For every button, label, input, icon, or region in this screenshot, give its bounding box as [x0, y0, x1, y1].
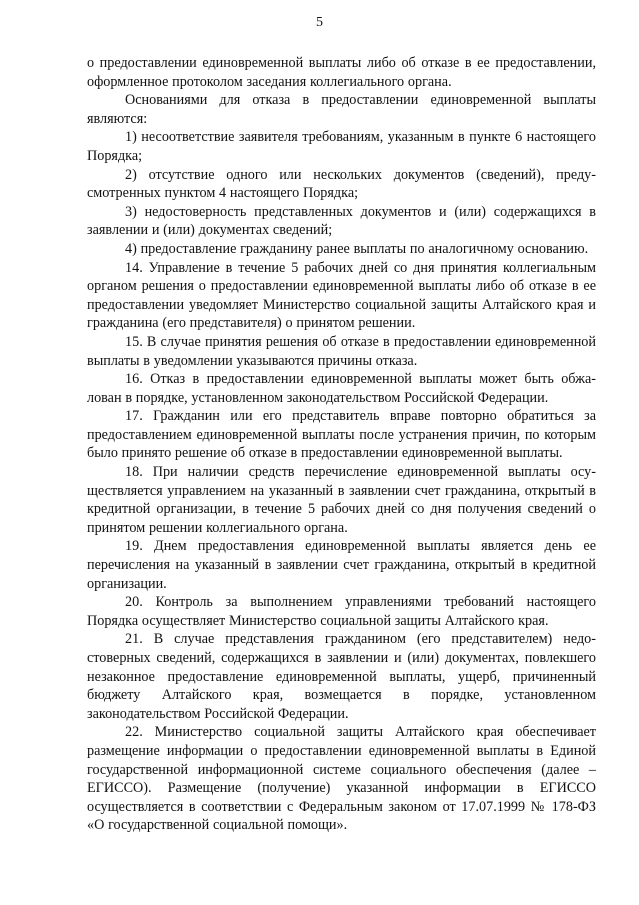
paragraph-clause-15: 15. В случае принятия решения об отказе в предоставлении единовременной выплаты в уведомлении указываются причины отказа. — [87, 333, 596, 369]
paragraph-decision-continuation: о предоставлении единовременной выплаты либо об отказе в ее предоставлении, оформленное протоколом заседания коллегиального органа. — [87, 55, 596, 90]
paragraph-clause-20: 20. Контроль за выполнением управлениями требований настоящего Порядка осуществляет Министерство социальной защиты Алтайского края. — [87, 594, 596, 629]
page-number: 5 — [316, 15, 323, 30]
paragraph-refusal-ground-2: 2) отсутствие одного или нескольких документов (сведений), предусмотренных пунктом 4 настоящего Порядка; — [87, 166, 596, 202]
paragraph-clause-21: 21. В случае представления гражданином (его представителем) недостоверных сведений, содержащихся в заявлении и (или) документах, повлекшего незаконное предоставление единовременной выплаты, ущерб, причиненный бюджету Алтайского края, возмещается в порядке, установленном законодательством Российской Федерации. — [87, 631, 596, 722]
paragraph-clause-22: 22. Министерство социальной защиты Алтайского края обеспечивает размещение информации о предоставлении единовременной выплаты в Единой государственной информационной системе социального обеспечения (далее – ЕГИССО). Размещение (получение) указанной информации в ЕГИССО осуществляется в соответствии с Федеральным законом от 17.07.1999 № 178-ФЗ «О государственной социальной помощи». — [87, 724, 596, 834]
paragraph-refusal-ground-1: 1) несоответствие заявителя требованиям, указанным в пункте 6 настоящего Порядка; — [87, 129, 596, 164]
paragraph-clause-19: 19. Днем предоставления единовременной выплаты является день ее перечисления на указанный в заявлении счет гражданина, открытый в кредитной организации. — [87, 538, 596, 592]
paragraph-refusal-ground-4: 4) предоставление гражданину ранее выплаты по аналогичному основанию. — [125, 240, 589, 257]
paragraph-clause-16: 16. Отказ в предоставлении единовременной выплаты может быть обжалован в порядке, установленном законодательством Российской Федерации. — [87, 371, 596, 406]
paragraph-refusal-grounds-intro: Основаниями для отказа в предоставлении единовременной выплаты являются: — [87, 92, 596, 127]
paragraph-clause-17: 17. Гражданин или его представитель вправе повторно обратиться за предоставлением единовременной выплаты после устранения причин, по которым было принято решение об отказе в предоставлении единовременной выплаты. — [87, 408, 596, 462]
paragraph-clause-18: 18. При наличии средств перечисление единовременной выплаты осуществляется управлением на указанный в заявлении счет гражданина, открытый в кредитной организации, в течение 5 рабочих дней со дня получения сведений о принятом решении коллегиального органа. — [87, 464, 596, 536]
paragraph-refusal-ground-3: 3) недостоверность представленных документов и (или) содержащихся в заявлении и (или) документах сведений; — [87, 203, 596, 239]
paragraph-clause-14: 14. Управление в течение 5 рабочих дней со дня принятия коллегиальным органом решения о предоставлении единовременной выплаты либо об отказе в ее предоставлении уведомляет Министерство социальной защиты Алтайского края и гражданина (его представителя) о принятом решении. — [87, 259, 596, 332]
document-body — [87, 54, 596, 835]
